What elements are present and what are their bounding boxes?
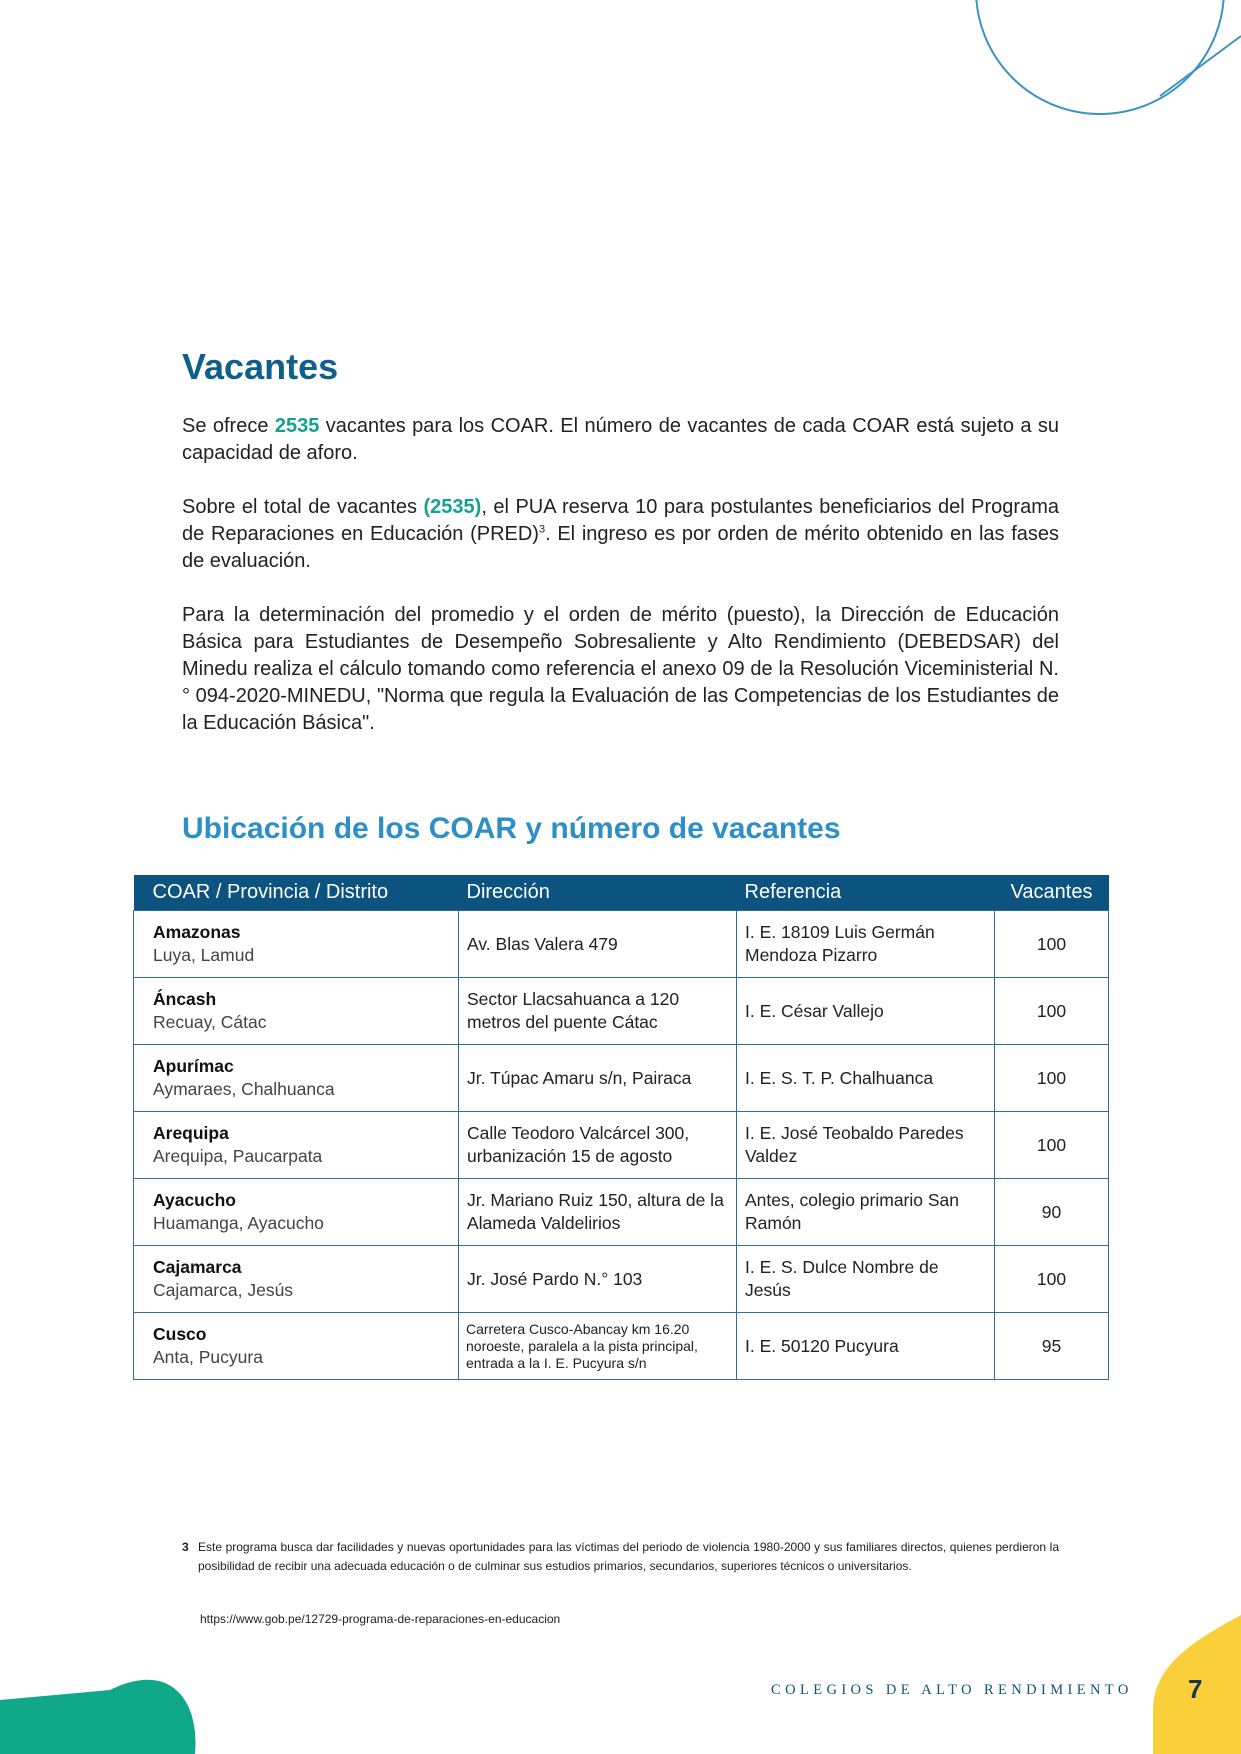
address-cell: Jr. Túpac Amaru s/n, Pairaca [459,1045,737,1112]
vacancies-highlight: (2535) [423,496,482,518]
address-cell: Jr. José Pardo N.° 103 [459,1246,737,1313]
coar-cell [134,1112,459,1179]
paragraph-text: , el PUA reserva 10 para postulantes beneficiarios del Programa de Reparaciones en Educación (PRED) [182,496,1059,545]
reference-cell: I. E. César Vallejo [737,978,995,1045]
reference-cell: I. E. S. T. P. Chalhuanca [737,1045,995,1112]
footnote-url[interactable]: https://www.gob.pe/12729-programa-de-reparaciones-en-educacion [200,1612,561,1626]
table-row [134,978,1109,1045]
region-name: Arequipa [153,1123,229,1143]
paragraph-text: vacantes para los COAR. El número de vacantes de cada COAR está sujeto a su capacidad de aforo. [182,415,1059,464]
vacancies-cell: 95 [995,1313,1109,1380]
vacancies-cell: 100 [995,911,1109,978]
footnote-number: 3 [182,1540,189,1554]
footer-title: COLEGIOS DE ALTO RENDIMIENTO [771,1682,1133,1698]
province-district: Aymaraes, Chalhuanca [153,1079,335,1099]
region-name: Cajamarca [153,1257,242,1277]
address-cell: Av. Blas Valera 479 [459,911,737,978]
table-title: Ubicación de los COAR y número de vacantes [182,812,841,845]
vacancies-cell: 100 [995,1112,1109,1179]
coar-vacancies-table [133,875,1109,1380]
province-district: Recuay, Cátac [153,1012,267,1032]
bottom-left-green-shape [0,1680,196,1754]
coar-cell [134,1313,459,1380]
table-row [134,1112,1109,1179]
paragraph-pred-reservation [182,494,1059,575]
region-name: Amazonas [153,922,241,942]
footnote-ref: 3 [538,523,546,536]
section-title: Vacantes [182,346,339,387]
region-name: Ayacucho [153,1190,236,1210]
header-address: Dirección [459,875,737,911]
paragraph-text: Se ofrece [182,415,275,437]
coar-cell [134,1246,459,1313]
header-vacancies: Vacantes [995,875,1109,911]
province-district: Arequipa, Paucarpata [153,1146,323,1166]
address-cell: Calle Teodoro Valcárcel 300, urbanización 15 de agosto [459,1112,737,1179]
reference-cell: I. E. José Teobaldo Paredes Valdez [737,1112,995,1179]
table-row [134,1313,1109,1380]
reference-cell: I. E. S. Dulce Nombre de Jesús [737,1246,995,1313]
address-cell: Sector Llacsahuanca a 120 metros del puente Cátac [459,978,737,1045]
reference-cell: Antes, colegio primario San Ramón [737,1179,995,1246]
table-row [134,1179,1109,1246]
region-name: Áncash [153,989,217,1009]
region-name: Cusco [153,1324,207,1344]
coar-cell [134,978,459,1045]
vacancies-cell: 90 [995,1179,1109,1246]
paragraph-merit-calculation: Para la determinación del promedio y el orden de mérito (puesto), la Dirección de Educación Básica para Estudiantes de Desempeño Sobresaliente y Alto Rendimiento (DEBEDSAR) del Minedu realiza el cálculo tomando como referencia el anexo 09 de la Resolución Viceministerial N.° 094-2020-MINEDU, "Norma que regula la Evaluación de las Competencias de los Estudiantes de la Educación Básica". [182,604,1059,734]
vacancies-cell: 100 [995,1045,1109,1112]
top-right-circle-decoration [976,0,1241,114]
paragraph-text: . El ingreso es por orden de mérito obtenido en las fases de evaluación. [182,523,1060,572]
footnote-text: Este programa busca dar facilidades y nuevas oportunidades para las víctimas del periodo de violencia 1980-2000 y sus familiares directos, quienes perdieron la posibilidad de recibir una adecuada educación o de culminar sus estudios primarios, secundarios, superiores técnicos o universitarios. [198,1540,1059,1573]
table-row [134,911,1109,978]
coar-cell [134,1045,459,1112]
header-coar: COAR / Provincia / Distrito [134,875,459,911]
paragraph-vacancies-total [182,413,1059,467]
province-district: Luya, Lamud [153,945,255,965]
reference-cell: I. E. 18109 Luis Germán Mendoza Pizarro [737,911,995,978]
header-reference: Referencia [737,875,995,911]
table-row [134,1246,1109,1313]
vacancies-cell: 100 [995,1246,1109,1313]
paragraph-text: Sobre el total de vacantes [182,496,424,518]
reference-cell: I. E. 50120 Pucyura [737,1313,995,1380]
vacancies-cell: 100 [995,978,1109,1045]
region-name: Apurímac [153,1056,234,1076]
page-number: 7 [1188,1674,1203,1704]
vacancies-highlight: 2535 [274,415,320,437]
coar-cell [134,911,459,978]
province-district: Cajamarca, Jesús [153,1280,294,1300]
province-district: Huamanga, Ayacucho [153,1213,324,1233]
coar-cell [134,1179,459,1246]
table-row [134,1045,1109,1112]
address-cell: Jr. Mariano Ruiz 150, altura de la Alameda Valdelirios [459,1179,737,1246]
table-header-row [134,875,1109,911]
address-cell: Carretera Cusco-Abancay km 16.20 noroeste, paralela a la pista principal, entrada a la I. E. Pucyura s/n [459,1313,737,1380]
footnote [182,1538,1059,1576]
province-district: Anta, Pucyura [153,1347,263,1367]
